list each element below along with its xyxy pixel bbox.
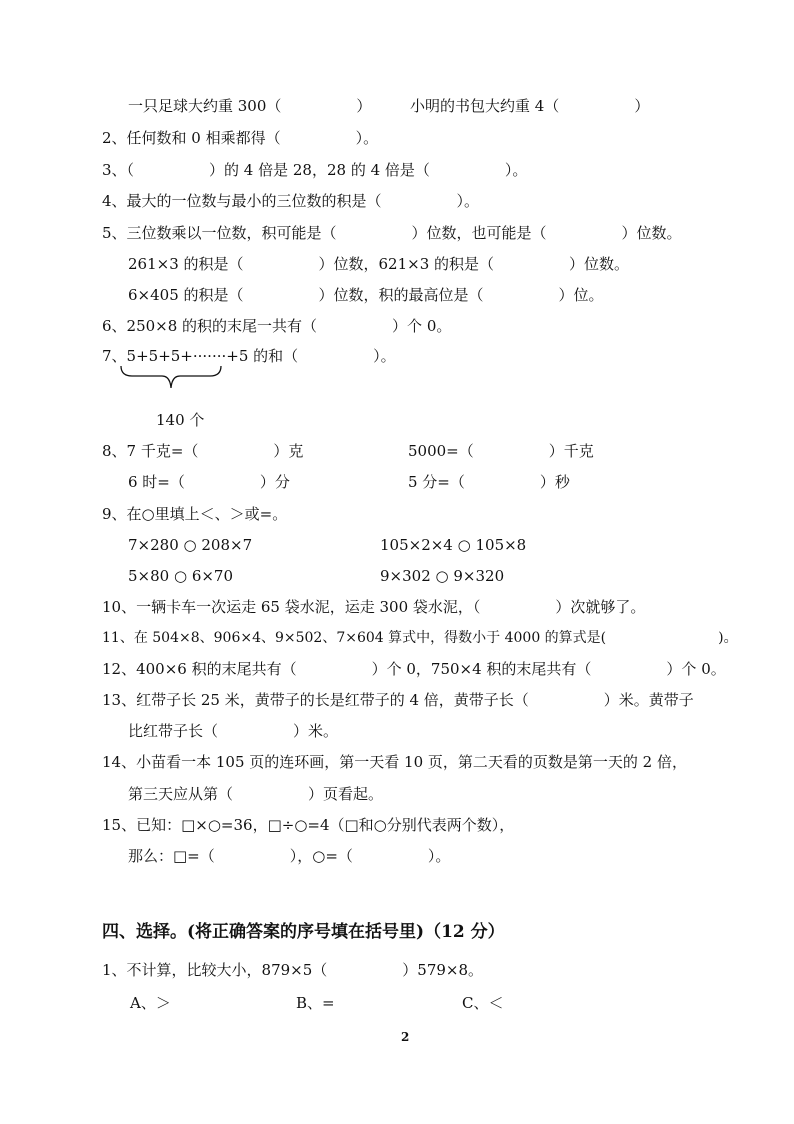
question-12: 12、400×6 积的末尾共有（ ）个 0，750×4 积的末尾共有（ ）个 0。 — [102, 660, 726, 678]
question-9: 9、在○里填上＜、＞或=。 — [102, 505, 288, 523]
choice-question-1: 1、不计算，比较大小，879×5（ ）579×8。 — [102, 961, 484, 979]
question-2: 2、任何数和 0 相乘都得（ ）。 — [102, 129, 379, 147]
question-15-line-2: 那么：□=（ ），○=（ ）。 — [128, 847, 451, 865]
page-number: 2 — [401, 1030, 410, 1044]
question-8-grams: 5000=（ ）千克 — [408, 442, 594, 460]
question-10: 10、一辆卡车一次运走 65 袋水泥，运走 300 袋水泥，（ ）次就够了。 — [102, 598, 646, 616]
question-5: 5、三位数乘以一位数，积可能是（ ）位数，也可能是（ ）位数。 — [102, 224, 682, 242]
question-13-line-2: 比红带子长（ ）米。 — [128, 722, 339, 740]
question-6: 6、250×8 的积的末尾一共有（ ）个 0。 — [102, 317, 452, 335]
question-8-minutes: 5 分=（ ）秒 — [408, 473, 570, 491]
question-4: 4、最大的一位数与最小的三位数的积是（ ）。 — [102, 192, 480, 210]
question-13: 13、红带子长 25 米，黄带子的长是红带子的 4 倍，黄带子长（ ）米。黄带子 — [102, 691, 694, 709]
question-14-line-2: 第三天应从第（ ）页看起。 — [128, 785, 384, 803]
question-7-count-note: 140 个 — [156, 411, 205, 429]
question-8-kilograms: 8、7 千克=（ ）克 — [102, 442, 304, 460]
question-9-item-a: 7×280 ○ 208×7 — [128, 536, 253, 554]
question-8-hours: 6 时=（ ）分 — [128, 473, 290, 491]
q1-football-weight: 一只足球大约重 300（ ） — [128, 97, 372, 115]
question-7: 7、5+5+5+·······+5 的和（ ）。 — [102, 347, 396, 365]
question-3: 3、（ ）的 4 倍是 28，28 的 4 倍是（ ）。 — [102, 161, 528, 179]
question-14: 14、小苗看一本 105 页的连环画，第一天看 10 页，第二天看的页数是第一天的 2 倍， — [102, 753, 687, 771]
question-15: 15、已知：□×○=36，□÷○=4（□和○分别代表两个数）， — [102, 816, 515, 834]
question-5-line-2: 261×3 的积是（ ）位数，621×3 的积是（ ）位数。 — [128, 255, 630, 273]
question-9-item-c: 5×80 ○ 6×70 — [128, 567, 234, 585]
question-11: 11、在 504×8、906×4、9×502、7×604 算式中，得数小于 4000 的算式是( )。 — [102, 630, 738, 646]
question-5-line-3: 6×405 的积是（ ）位数，积的最高位是（ ）位。 — [128, 286, 604, 304]
option-c: C、＜ — [462, 994, 504, 1012]
q1-schoolbag-weight: 小明的书包大约重 4（ ） — [410, 97, 650, 115]
section-4-title: 四、选择。(将正确答案的序号填在括号里)（12 分） — [102, 922, 505, 942]
option-a: A、＞ — [130, 994, 171, 1012]
underbrace-icon — [118, 364, 224, 394]
question-9-item-d: 9×302 ○ 9×320 — [380, 567, 505, 585]
option-b: B、= — [296, 994, 335, 1012]
question-9-item-b: 105×2×4 ○ 105×8 — [380, 536, 527, 554]
